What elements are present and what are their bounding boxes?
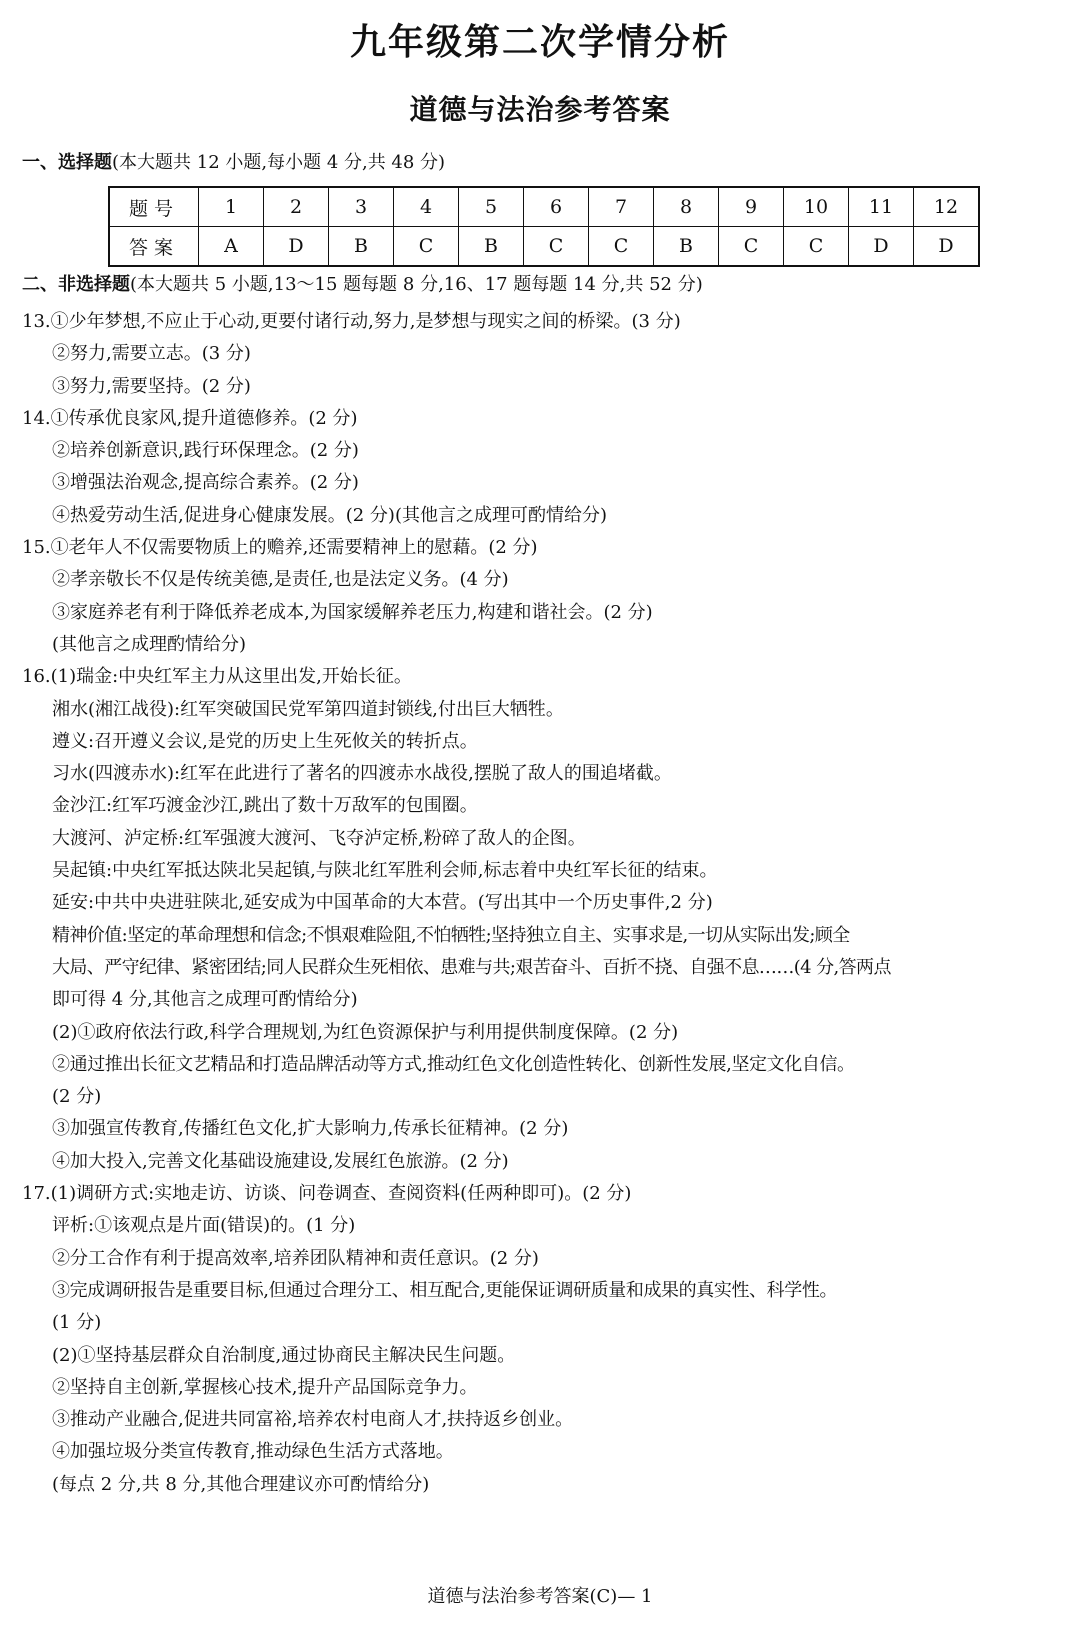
table-cell: 1 [199, 187, 264, 227]
answer-line: ③增强法治观念,提高综合素养。(2 分) [52, 472, 359, 494]
page-title: 九年级第二次学情分析 [349, 22, 730, 63]
answer-line: 16.(1)瑞金:中央红军主力从这里出发,开始长征。 [22, 666, 412, 688]
answer-line: (1 分) [52, 1312, 102, 1334]
answer-line: ③努力,需要坚持。(2 分) [52, 375, 251, 397]
answer-line: (每点 2 分,共 8 分,其他合理建议亦可酌情给分) [52, 1473, 430, 1495]
table-cell: C [589, 227, 654, 267]
answer-line: ③加强宣传教育,传播红色文化,扩大影响力,传承长征精神。(2 分) [52, 1118, 569, 1140]
row-label-number: 题号 [109, 187, 199, 227]
answer-line: 遵义:召开遵义会议,是党的历史上生死攸关的转折点。 [52, 730, 478, 752]
answer-line: ③推动产业融合,促进共同富裕,培养农村电商人才,扶持返乡创业。 [52, 1409, 574, 1431]
table-cell: 5 [459, 187, 524, 227]
answer-line: 习水(四渡赤水):红军在此进行了著名的四渡赤水战役,摆脱了敌人的围追堵截。 [52, 763, 672, 785]
answer-line: ④加大投入,完善文化基础设施建设,发展红色旅游。(2 分) [52, 1150, 509, 1172]
answer-line: 大渡河、泸定桥:红军强渡大渡河、飞夺泸定桥,粉碎了敌人的企图。 [52, 827, 586, 849]
table-cell: 12 [914, 187, 980, 227]
answer-line: ②通过推出长征文艺精品和打造品牌活动等方式,推动红色文化创造性转化、创新性发展,坚定文化自信。 [52, 1053, 855, 1075]
table-cell: 2 [264, 187, 329, 227]
table-cell: D [914, 227, 980, 267]
answers-body [22, 306, 1062, 1501]
answer-table [108, 186, 980, 267]
answer-line: 吴起镇:中央红军抵达陕北吴起镇,与陕北红军胜利会师,标志着中央红军长征的结束。 [52, 860, 718, 882]
answer-line: 大局、严守纪律、紧密团结;同人民群众生死相依、患难与共;艰苦奋斗、百折不挠、自强不息……(4 分,答两点 [52, 956, 891, 978]
answer-line: 延安:中共中央进驻陕北,延安成为中国革命的大本营。(写出其中一个历史事件,2 分) [52, 892, 713, 914]
table-cell: 9 [719, 187, 784, 227]
table-row-numbers [109, 187, 979, 227]
answer-line: (2)①政府依法行政,科学合理规划,为红色资源保护与利用提供制度保障。(2 分) [52, 1021, 679, 1043]
table-cell: 4 [394, 187, 459, 227]
table-cell: C [524, 227, 589, 267]
answer-line: ②培养创新意识,践行环保理念。(2 分) [52, 440, 359, 462]
table-cell: C [784, 227, 849, 267]
answer-line: 评析:①该观点是片面(错误)的。(1 分) [52, 1215, 356, 1237]
section1-note: (本大题共 12 小题,每小题 4 分,共 48 分) [112, 152, 446, 173]
table-cell: D [849, 227, 914, 267]
table-cell: C [394, 227, 459, 267]
table-cell: B [654, 227, 719, 267]
section2-title: 二、非选择题 [22, 274, 130, 295]
table-cell: 10 [784, 187, 849, 227]
table-cell: B [459, 227, 524, 267]
answer-line: 13.①少年梦想,不应止于心动,更要付诸行动,努力,是梦想与现实之间的桥梁。(3 分) [22, 311, 681, 332]
answer-line: 湘水(湘江战役):红军突破国民党军第四道封锁线,付出巨大牺牲。 [52, 698, 564, 720]
answer-line: 金沙江:红军巧渡金沙江,跳出了数十万敌军的包围圈。 [52, 795, 478, 817]
table-cell: 3 [329, 187, 394, 227]
table-cell: B [329, 227, 394, 267]
table-cell: 11 [849, 187, 914, 227]
page-subtitle: 道德与法治参考答案 [409, 93, 671, 126]
answer-line: (2)①坚持基层群众自治制度,通过协商民主解决民生问题。 [52, 1344, 516, 1366]
answer-line: ②努力,需要立志。(3 分) [52, 343, 251, 365]
answer-line: ②坚持自主创新,掌握核心技术,提升产品国际竞争力。 [52, 1376, 478, 1398]
table-row-answers [109, 227, 979, 267]
section2-heading [22, 270, 703, 296]
table-cell: C [719, 227, 784, 267]
section1-heading [22, 148, 445, 174]
answer-line: 精神价值:坚定的革命理想和信念;不惧艰难险阻,不怕牺牲;坚持独立自主、实事求是,一切从实际出发;顾全 [52, 924, 850, 946]
answer-line: (2 分) [52, 1086, 102, 1108]
section2-note: (本大题共 5 小题,13～15 题每题 8 分,16、17 题每题 14 分,共 52 分) [130, 274, 703, 295]
section1-title: 一、选择题 [22, 152, 112, 173]
table-cell: 6 [524, 187, 589, 227]
table-cell: A [199, 227, 264, 267]
answer-line: ②孝亲敬长不仅是传统美德,是责任,也是法定义务。(4 分) [52, 569, 509, 591]
page-footer: 道德与法治参考答案(C)— 1 [427, 1586, 653, 1607]
answer-line: (其他言之成理酌情给分) [52, 633, 247, 655]
answer-line: ③完成调研报告是重要目标,但通过合理分工、相互配合,更能保证调研质量和成果的真实性、科学性。 [52, 1279, 838, 1301]
answer-line: 14.①传承优良家风,提升道德修养。(2 分) [22, 407, 358, 429]
table-cell: D [264, 227, 329, 267]
answer-line: ②分工合作有利于提高效率,培养团队精神和责任意识。(2 分) [52, 1247, 539, 1269]
table-cell: 8 [654, 187, 719, 227]
answer-line: ④加强垃圾分类宣传教育,推动绿色生活方式落地。 [52, 1441, 454, 1463]
row-label-answer: 答案 [109, 227, 199, 267]
answer-line: ③家庭养老有利于降低养老成本,为国家缓解养老压力,构建和谐社会。(2 分) [52, 601, 653, 623]
answer-line: 15.①老年人不仅需要物质上的赡养,还需要精神上的慰藉。(2 分) [22, 537, 538, 559]
answer-line: 17.(1)调研方式:实地走访、访谈、问卷调查、查阅资料(任两种即可)。(2 分) [22, 1183, 632, 1205]
answer-line: 即可得 4 分,其他言之成理可酌情给分) [52, 989, 358, 1011]
table-cell: 7 [589, 187, 654, 227]
answer-line: ④热爱劳动生活,促进身心健康发展。(2 分)(其他言之成理可酌情给分) [52, 504, 607, 526]
